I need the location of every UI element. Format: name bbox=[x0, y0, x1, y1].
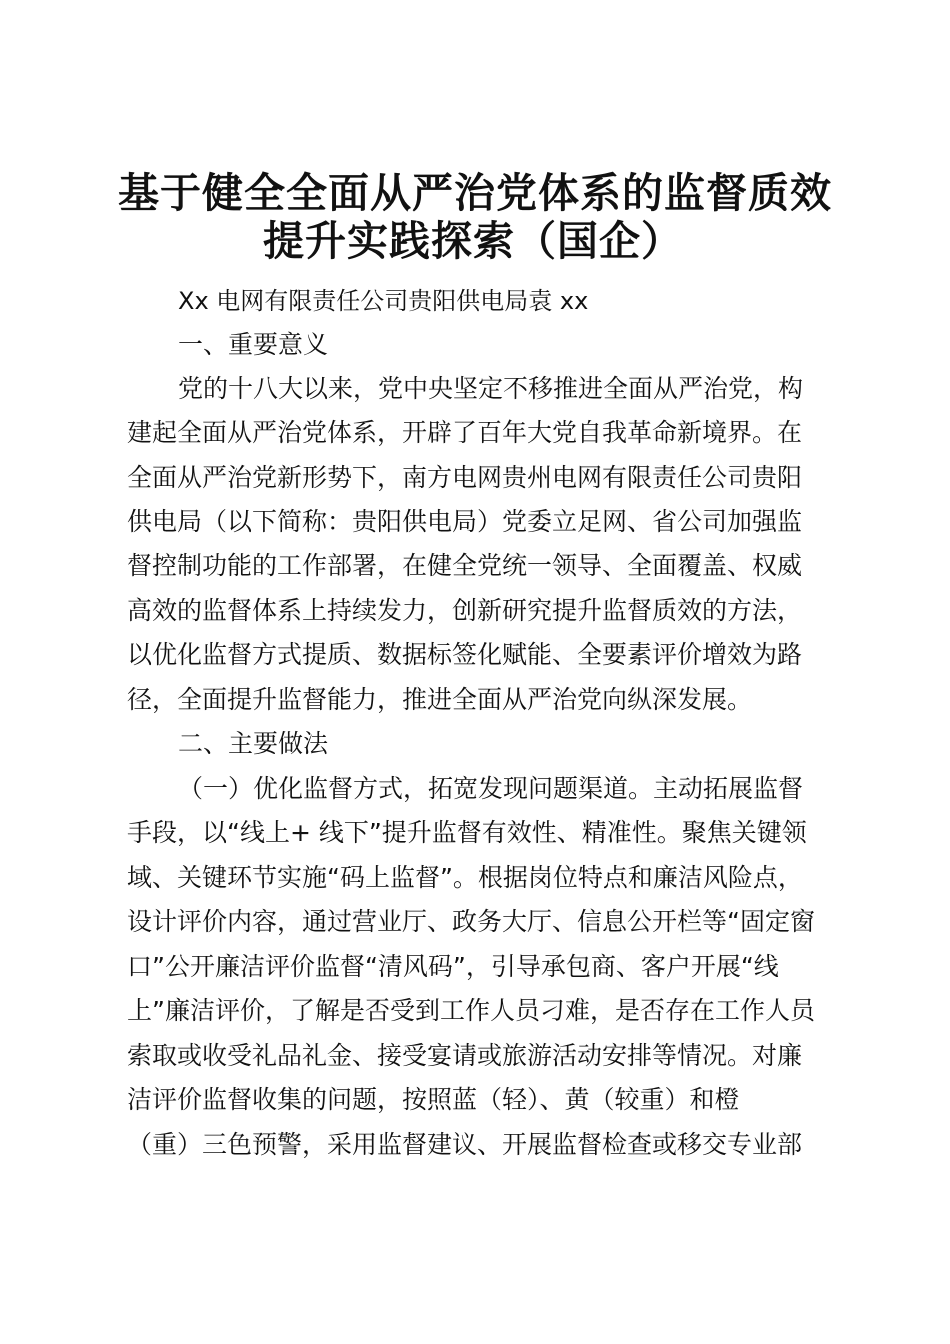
paragraph-line: 上”廉洁评价，了解是否受到工作人员刁难，是否存在工作人员 bbox=[127, 996, 815, 1025]
paragraph-line: 口”公开廉洁评价监督“清风码”，引导承包商、客户开展“线 bbox=[127, 952, 779, 981]
section-1-heading: 一、重要意义 bbox=[178, 330, 329, 359]
document-title-line-1: 基于健全全面从严治党体系的监督质效 bbox=[118, 169, 832, 217]
paragraph-line: （重）三色预警，采用监督建议、开展监督检查或移交专业部 bbox=[127, 1130, 803, 1159]
section-2-heading: 二、主要做法 bbox=[178, 729, 329, 758]
paragraph-line: （一）优化监督方式，拓宽发现问题渠道。主动拓展监督 bbox=[178, 774, 804, 803]
paragraph-line: 党的十八大以来，党中央坚定不移推进全面从严治党，构 bbox=[178, 374, 804, 403]
author-byline: Xx 电网有限责任公司贵阳供电局袁 xx bbox=[178, 287, 589, 315]
paragraph-line: 供电局（以下简称：贵阳供电局）党委立足网、省公司加强监 bbox=[127, 507, 803, 536]
document-title-line-2: 提升实践探索（国企） bbox=[263, 217, 683, 265]
paragraph-line: 索取或收受礼品礼金、接受宴请或旅游活动安排等情况。对廉 bbox=[127, 1041, 803, 1070]
paragraph-line: 域、关键环节实施“码上监督”。根据岗位特点和廉洁风险点， bbox=[127, 863, 803, 892]
paragraph-line: 洁评价监督收集的问题，按照蓝（轻）、黄（较重）和橙 bbox=[127, 1085, 740, 1114]
paragraph-line: 督控制功能的工作部署，在健全党统一领导、全面覆盖、权威 bbox=[127, 551, 803, 580]
paragraph-line: 径，全面提升监督能力，推进全面从严治党向纵深发展。 bbox=[127, 685, 753, 714]
paragraph-line: 建起全面从严治党体系，开辟了百年大党自我革命新境界。在 bbox=[127, 418, 803, 447]
paragraph-line: 设计评价内容，通过营业厅、政务大厅、信息公开栏等“固定窗 bbox=[127, 907, 815, 936]
paragraph-line: 手段，以“线上+ 线下”提升监督有效性、精准性。聚焦关键领 bbox=[127, 818, 807, 847]
paragraph-line: 高效的监督体系上持续发力，创新研究提升监督质效的方法， bbox=[127, 596, 803, 625]
paragraph-line: 全面从严治党新形势下，南方电网贵州电网有限责任公司贵阳 bbox=[127, 463, 803, 492]
paragraph-line: 以优化监督方式提质、数据标签化赋能、全要素评价增效为路 bbox=[127, 640, 803, 669]
